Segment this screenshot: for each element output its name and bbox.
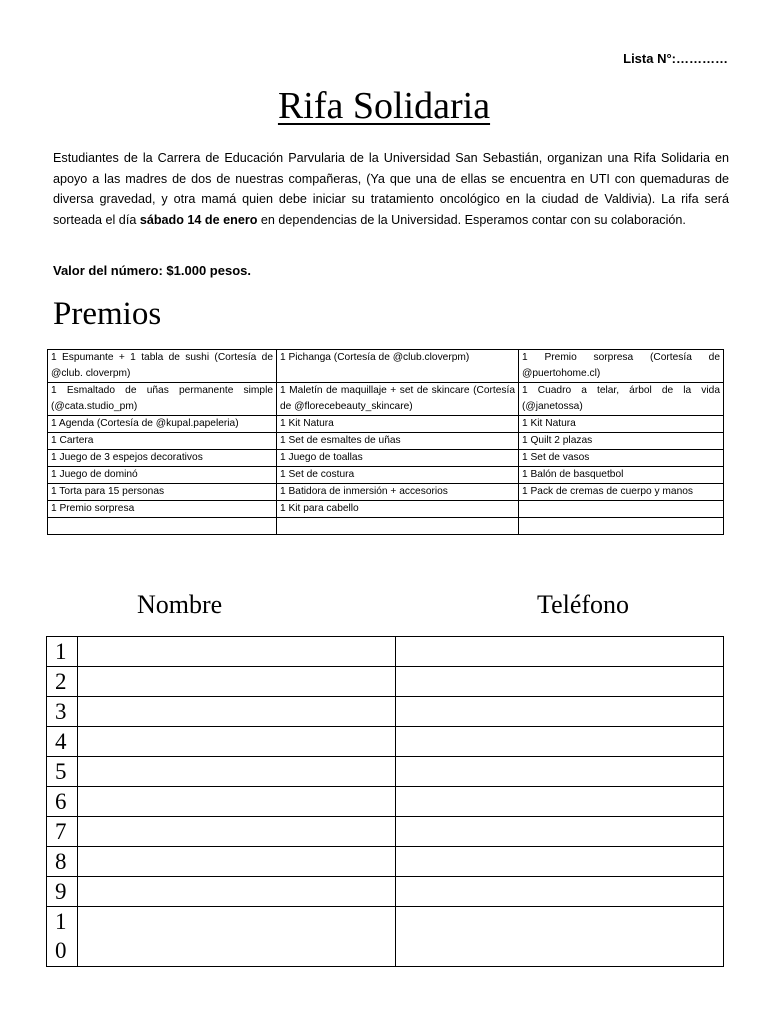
prize-cell: [519, 518, 724, 535]
entries-table: [46, 636, 724, 967]
prize-cell: 1 Set de esmaltes de uñas: [277, 433, 519, 450]
phone-field[interactable]: [396, 667, 724, 697]
name-field[interactable]: [78, 907, 396, 967]
entry-row: [47, 757, 724, 787]
name-field[interactable]: [78, 847, 396, 877]
intro-paragraph: [53, 148, 729, 230]
entry-number-label: 8: [55, 849, 67, 874]
entry-number-label: 3: [55, 699, 67, 724]
entry-number: [47, 907, 78, 967]
entry-number: [47, 727, 78, 757]
entry-row: [47, 727, 724, 757]
list-number-label: Lista N°:…………: [623, 51, 728, 66]
intro-text-end: en dependencias de la Universidad. Esperamos contar con su colaboración.: [257, 212, 686, 227]
prize-row: [48, 433, 724, 450]
entry-number: [47, 637, 78, 667]
phone-column-header: Teléfono: [537, 590, 630, 619]
prize-row: [48, 350, 724, 383]
phone-field[interactable]: [396, 787, 724, 817]
entry-number-label: 10: [55, 909, 67, 963]
draw-date: sábado 14 de enero: [139, 212, 258, 227]
prize-cell: 1 Juego de toallas: [277, 450, 519, 467]
phone-field[interactable]: [396, 907, 724, 967]
name-field[interactable]: [78, 787, 396, 817]
entry-number: [47, 757, 78, 787]
prize-row: [48, 383, 724, 416]
entry-row: [47, 847, 724, 877]
entry-row: [47, 877, 724, 907]
entry-row: [47, 817, 724, 847]
name-field[interactable]: [78, 877, 396, 907]
prize-cell: 1 Batidora de inmersión + accesorios: [277, 484, 519, 501]
prize-cell: 1 Quilt 2 plazas: [519, 433, 724, 450]
prize-cell: 1 Agenda (Cortesía de @kupal.papeleria): [48, 416, 277, 433]
entry-row: [47, 667, 724, 697]
entry-number-label: 7: [55, 819, 67, 844]
phone-field[interactable]: [396, 727, 724, 757]
prize-cell: 1 Maletín de maquillaje + set de skincare (Cortesía de @florecebeauty_skincare): [277, 383, 519, 416]
prize-row: [48, 501, 724, 518]
prize-cell: 1 Kit Natura: [277, 416, 519, 433]
entry-number: [47, 787, 78, 817]
entry-number-label: 5: [55, 759, 67, 784]
entry-number: [47, 847, 78, 877]
prize-cell: 1 Juego de dominó: [48, 467, 277, 484]
prize-cell: 1 Torta para 15 personas: [48, 484, 277, 501]
prize-cell: 1 Set de costura: [277, 467, 519, 484]
ticket-price: Valor del número: $1.000 pesos.: [53, 263, 251, 278]
prizes-table: [47, 349, 724, 535]
phone-field[interactable]: [396, 637, 724, 667]
prize-row: [48, 484, 724, 501]
prize-cell: 1 Juego de 3 espejos decorativos: [48, 450, 277, 467]
prize-cell: 1 Set de vasos: [519, 450, 724, 467]
entry-row: [47, 697, 724, 727]
page-title: Rifa Solidaria: [277, 85, 491, 127]
prize-cell: 1 Pichanga (Cortesía de @club.cloverpm): [277, 350, 519, 383]
entry-number: [47, 667, 78, 697]
name-field[interactable]: [78, 697, 396, 727]
intro-text-start: Estudiantes de la Carrera de Educación Parvularia de la Universidad San Sebastián, organizan una Rifa Solidaria en apoyo a las madres de dos de nuestras compañeras, (Ya que una de ellas se encuentra en UTI con quemaduras de diversa gravedad, y otra mamá quien debe iniciar su tratamiento oncológico en la ciudad de Valdivia). La rifa será sorteada el día: [53, 151, 729, 227]
name-field[interactable]: [78, 757, 396, 787]
name-field[interactable]: [78, 727, 396, 757]
name-field[interactable]: [78, 817, 396, 847]
phone-field[interactable]: [396, 817, 724, 847]
prize-cell: 1 Premio sorpresa: [48, 501, 277, 518]
prize-cell: 1 Espumante + 1 tabla de sushi (Cortesía de @club. cloverpm): [48, 350, 277, 383]
entry-number-label: 6: [55, 789, 67, 814]
entry-number: [47, 817, 78, 847]
prize-row: [48, 518, 724, 535]
phone-field[interactable]: [396, 697, 724, 727]
prize-cell: 1 Kit Natura: [519, 416, 724, 433]
entry-number-label: 4: [55, 729, 67, 754]
prize-cell: 1 Pack de cremas de cuerpo y manos: [519, 484, 724, 501]
entry-row: [47, 637, 724, 667]
prize-cell: 1 Premio sorpresa (Cortesía de @puertohome.cl): [519, 350, 724, 383]
name-field[interactable]: [78, 667, 396, 697]
entry-row: [47, 787, 724, 817]
entry-number-label: 9: [55, 879, 67, 904]
entry-number-label: 1: [55, 639, 67, 664]
entry-number: [47, 877, 78, 907]
prizes-heading: Premios: [53, 296, 162, 332]
entry-number-label: 2: [55, 669, 67, 694]
prize-cell: [277, 518, 519, 535]
prize-cell: 1 Cartera: [48, 433, 277, 450]
entry-row: [47, 907, 724, 967]
prize-cell: 1 Kit para cabello: [277, 501, 519, 518]
prize-cell: 1 Esmaltado de uñas permanente simple (@cata.studio_pm): [48, 383, 277, 416]
prize-row: [48, 416, 724, 433]
name-field[interactable]: [78, 637, 396, 667]
prize-cell: [48, 518, 277, 535]
prize-row: [48, 450, 724, 467]
phone-field[interactable]: [396, 757, 724, 787]
phone-field[interactable]: [396, 847, 724, 877]
prize-cell: [519, 501, 724, 518]
prize-row: [48, 467, 724, 484]
name-column-header: Nombre: [137, 590, 223, 619]
phone-field[interactable]: [396, 877, 724, 907]
prize-cell: 1 Cuadro a telar, árbol de la vida (@janetossa): [519, 383, 724, 416]
entry-number: [47, 697, 78, 727]
prize-cell: 1 Balón de basquetbol: [519, 467, 724, 484]
